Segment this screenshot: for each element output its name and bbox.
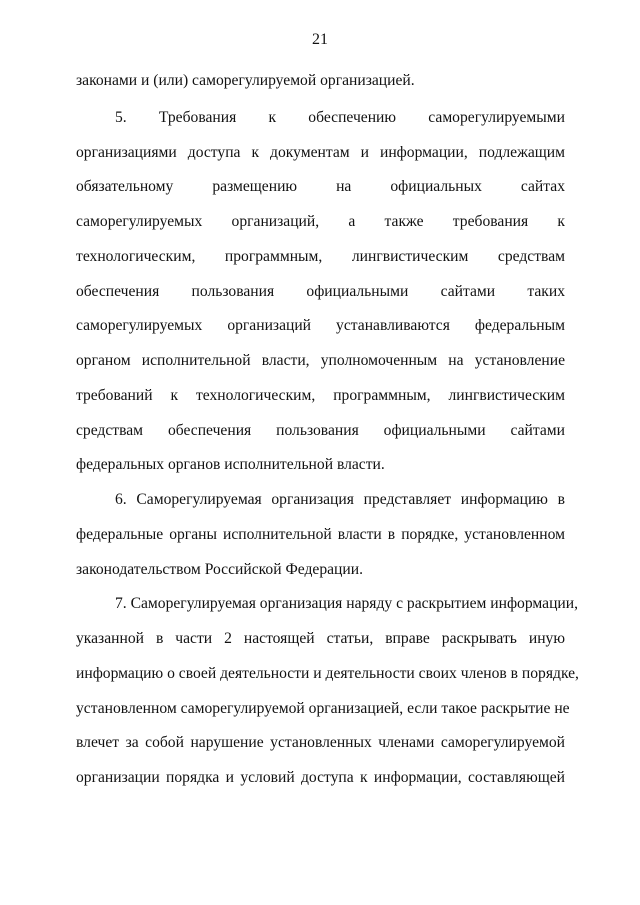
text-line: федеральных органов исполнительной власти. bbox=[76, 456, 385, 474]
document-body bbox=[76, 64, 579, 796]
text-line: законами и (или) саморегулируемой организацией. bbox=[76, 72, 415, 89]
text-line: организации порядка и условий доступа к информации, составляющей bbox=[76, 769, 565, 786]
text-line: законодательством Российской Федерации. bbox=[76, 560, 363, 578]
paragraph bbox=[76, 101, 565, 483]
text-line: организациями доступа к документам и информации, подлежащим bbox=[76, 143, 565, 161]
text-line: саморегулируемых организаций, а также требования к bbox=[76, 213, 565, 230]
text-line: указанной в части 2 настоящей статьи, вправе раскрывать иную bbox=[76, 630, 565, 647]
text-line: технологическим, программным, лингвистическим средствам bbox=[76, 247, 565, 265]
text-line: 7. Саморегулируемая организация наряду с раскрытием информации, bbox=[115, 595, 579, 613]
text-line: средствам обеспечения пользования официальными сайтами bbox=[76, 421, 565, 439]
text-line: федеральные органы исполнительной власти в порядке, установленном bbox=[76, 525, 565, 543]
paragraph bbox=[76, 587, 579, 796]
text-line: обязательному размещению на официальных сайтах bbox=[76, 178, 565, 196]
text-line: влечет за собой нарушение установленных членами саморегулируемой bbox=[76, 734, 565, 752]
paragraph bbox=[76, 483, 565, 587]
paragraph bbox=[76, 64, 565, 99]
text-line: требований к технологическим, программным, лингвистическим bbox=[76, 386, 565, 404]
text-line: органом исполнительной власти, уполномоченным на установление bbox=[76, 352, 565, 369]
text-line: 6. Саморегулируемая организация представляет информацию в bbox=[115, 491, 565, 508]
text-line: информацию о своей деятельности и деятельности своих членов в порядке, bbox=[76, 664, 579, 682]
text-line: саморегулируемых организаций устанавливаются федеральным bbox=[76, 317, 565, 335]
text-line: 5. Требования к обеспечению саморегулируемыми bbox=[115, 108, 565, 126]
page-number: 21 bbox=[312, 31, 328, 48]
text-line: обеспечения пользования официальными сайтами таких bbox=[76, 282, 565, 300]
text-line: установленном саморегулируемой организацией, если такое раскрытие не bbox=[76, 699, 570, 717]
